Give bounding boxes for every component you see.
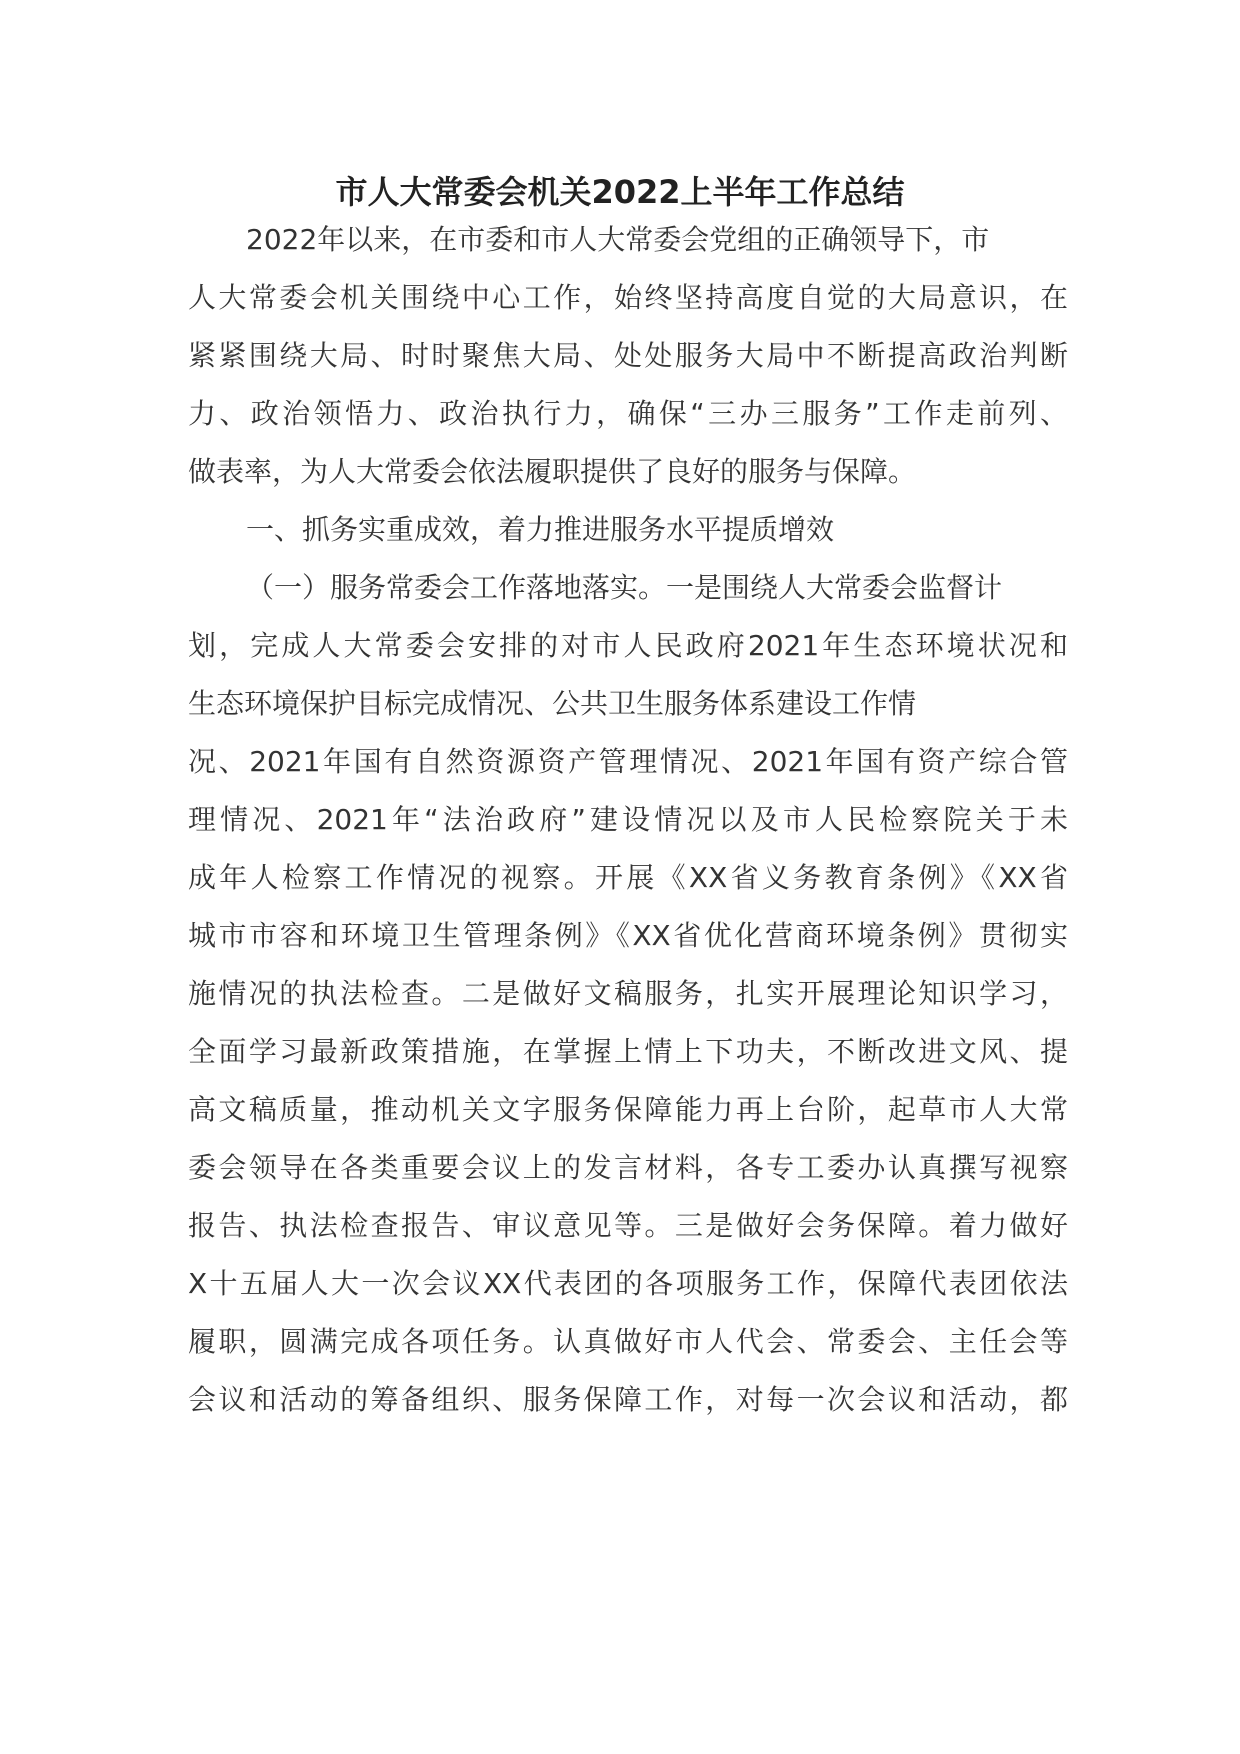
paragraph-line: 人大常委会机关围绕中心工作，始终坚持高度自觉的大局意识，在	[188, 281, 1068, 314]
paragraph-line: 生态环境保护目标完成情况、公共卫生服务体系建设工作情	[188, 687, 917, 720]
paragraph-line: 理情况、2021年“法治政府”建设情况以及市人民检察院关于未	[188, 803, 1068, 836]
paragraph-line: 施情况的执法检查。二是做好文稿服务，扎实开展理论知识学习，	[188, 977, 1068, 1010]
paragraph-line: 委会领导在各类重要会议上的发言材料，各专工委办认真撰写视察	[188, 1151, 1068, 1184]
section-heading: 一、抓务实重成效，着力推进服务水平提质增效	[246, 513, 835, 546]
paragraph-line: 高文稿质量，推动机关文字服务保障能力再上台阶，起草市人大常	[188, 1093, 1068, 1126]
paragraph-line: （一）服务常委会工作落地落实。一是围绕人大常委会监督计	[246, 571, 1003, 604]
paragraph-line: 力、政治领悟力、政治执行力，确保“三办三服务”工作走前列、	[188, 397, 1068, 430]
document-title: 市人大常委会机关2022上半年工作总结	[335, 173, 905, 211]
paragraph-line: 全面学习最新政策措施，在掌握上情上下功夫，不断改进文风、提	[188, 1035, 1068, 1068]
paragraph-line: 会议和活动的筹备组织、服务保障工作，对每一次会议和活动，都	[188, 1383, 1068, 1416]
paragraph-line: 2022年以来，在市委和市人大常委会党组的正确领导下，市	[246, 223, 990, 256]
paragraph-line: 成年人检察工作情况的视察。开展《XX省义务教育条例》《XX省	[188, 861, 1068, 894]
paragraph-line: 履职，圆满完成各项任务。认真做好市人代会、常委会、主任会等	[188, 1325, 1068, 1358]
paragraph-line: 紧紧围绕大局、时时聚焦大局、处处服务大局中不断提高政治判断	[188, 339, 1068, 372]
paragraph-line: 划，完成人大常委会安排的对市人民政府2021年生态环境状况和	[188, 629, 1068, 662]
paragraph-line: 况、2021年国有自然资源资产管理情况、2021年国有资产综合管	[188, 745, 1068, 778]
paragraph-line: 做表率，为人大常委会依法履职提供了良好的服务与保障。	[188, 455, 917, 488]
paragraph-line: X十五届人大一次会议XX代表团的各项服务工作，保障代表团依法	[188, 1267, 1068, 1300]
paragraph-line: 报告、执法检查报告、审议意见等。三是做好会务保障。着力做好	[188, 1209, 1068, 1242]
paragraph-line: 城市市容和环境卫生管理条例》《XX省优化营商环境条例》贯彻实	[188, 919, 1068, 952]
